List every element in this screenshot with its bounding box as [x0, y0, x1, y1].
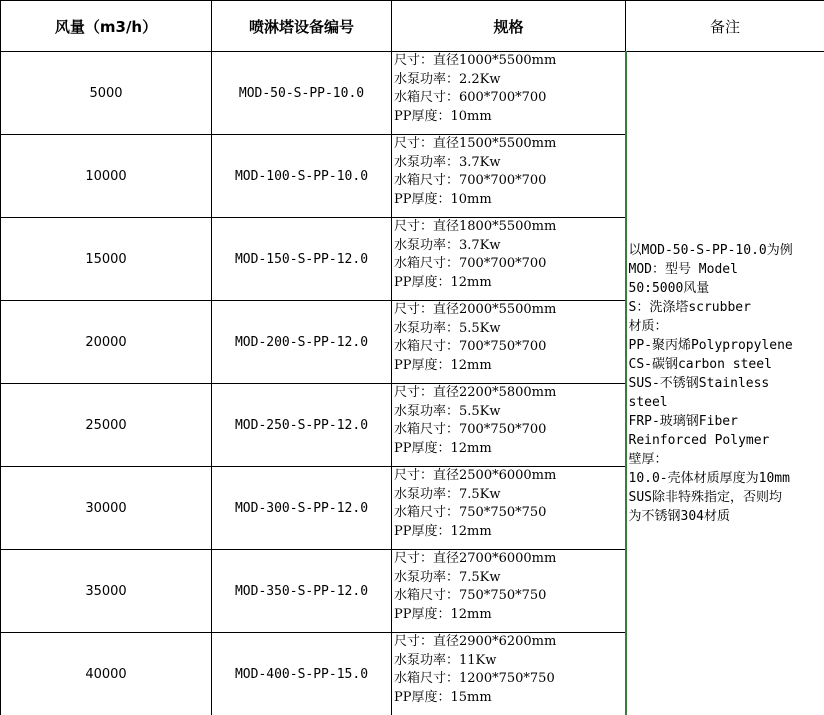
spec-line: 水箱尺寸：700*700*700 — [394, 173, 547, 189]
spec-line: 尺寸：直径2700*6000mm — [394, 551, 557, 566]
cell-airflow[interactable]: 10000 — [1, 135, 212, 218]
spec-line: 水泵功率：3.7Kw — [394, 154, 501, 170]
note-line: CS-碳钢carbon steel — [628, 357, 772, 372]
cell-note[interactable] — [626, 52, 824, 715]
note-line: 10.0-壳体材质厚度为10mm — [628, 471, 790, 486]
spec-line: 水泵功率：7.5Kw — [394, 569, 501, 585]
header-airflow[interactable]: 风量（m3/h） — [1, 1, 212, 52]
spec-line: 尺寸：直径1000*5500mm — [394, 53, 557, 68]
spec-line: 尺寸：直径2500*6000mm — [394, 468, 557, 483]
note-line: steel — [628, 395, 668, 410]
note-line: FRP-玻璃钢Fiber — [628, 414, 738, 429]
cell-airflow[interactable]: 15000 — [1, 218, 212, 301]
note-line: PP-聚丙烯Polypropylene — [628, 338, 793, 353]
cell-spec[interactable] — [392, 384, 626, 467]
header-row — [1, 1, 824, 52]
spec-line: 尺寸：直径1500*5500mm — [394, 136, 557, 151]
table-body — [1, 52, 824, 715]
note-line: SUS-不锈钢Stainless — [628, 376, 770, 391]
spec-line: 尺寸：直径2900*6200mm — [394, 634, 557, 649]
cell-spec[interactable] — [392, 467, 626, 550]
spec-line: 水箱尺寸：700*700*700 — [394, 256, 547, 272]
spec-line: 尺寸：直径1800*5500mm — [394, 219, 557, 234]
cell-model[interactable]: MOD-400-S-PP-15.0 — [212, 633, 392, 715]
note-line: 为不锈钢304材质 — [628, 509, 730, 524]
cell-airflow[interactable]: 5000 — [1, 52, 212, 135]
cell-model[interactable]: MOD-100-S-PP-10.0 — [212, 135, 392, 218]
cell-spec[interactable] — [392, 633, 626, 715]
spec-line: 水箱尺寸：600*700*700 — [394, 90, 547, 106]
spec-line: PP厚度：10mm — [394, 108, 492, 124]
cell-spec[interactable] — [392, 135, 626, 218]
spec-line: 水泵功率：3.7Kw — [394, 237, 501, 253]
note-line: SUS除非特殊指定，否则均 — [628, 490, 782, 505]
spec-line: 水箱尺寸：1200*750*750 — [394, 671, 555, 687]
cell-model[interactable]: MOD-350-S-PP-12.0 — [212, 550, 392, 633]
cell-model[interactable]: MOD-200-S-PP-12.0 — [212, 301, 392, 384]
cell-airflow[interactable]: 25000 — [1, 384, 212, 467]
note-line: 以MOD-50-S-PP-10.0为例 — [628, 243, 793, 258]
spec-line: 尺寸：直径2200*5800mm — [394, 385, 557, 400]
spec-line: PP厚度：12mm — [394, 357, 492, 373]
note-line: MOD：型号 Model — [628, 262, 738, 277]
note-line: 50:5000风量 — [628, 281, 710, 296]
spec-line: 尺寸：直径2000*5500mm — [394, 302, 557, 317]
cell-model[interactable]: MOD-50-S-PP-10.0 — [212, 52, 392, 135]
cell-airflow[interactable]: 30000 — [1, 467, 212, 550]
spec-line: 水泵功率：5.5Kw — [394, 403, 501, 419]
cell-model[interactable]: MOD-250-S-PP-12.0 — [212, 384, 392, 467]
cell-airflow[interactable]: 20000 — [1, 301, 212, 384]
spec-line: 水泵功率：7.5Kw — [394, 486, 501, 502]
table-row — [1, 52, 824, 135]
cell-airflow[interactable]: 40000 — [1, 633, 212, 715]
spec-line: 水泵功率：11Kw — [394, 652, 497, 668]
spec-line: 水泵功率：2.2Kw — [394, 71, 501, 87]
spec-line: 水箱尺寸：750*750*750 — [394, 588, 547, 604]
cell-spec[interactable] — [392, 550, 626, 633]
note-line: 材质： — [628, 319, 668, 334]
cell-airflow[interactable]: 35000 — [1, 550, 212, 633]
header-spec[interactable]: 规格 — [392, 1, 626, 52]
header-model[interactable]: 喷淋塔设备编号 — [212, 1, 392, 52]
cell-spec[interactable] — [392, 218, 626, 301]
spec-line: 水泵功率：5.5Kw — [394, 320, 501, 336]
spec-line: PP厚度：12mm — [394, 523, 492, 539]
spec-line: 水箱尺寸：750*750*750 — [394, 505, 547, 521]
spec-line: PP厚度：12mm — [394, 274, 492, 290]
spec-line: 水箱尺寸：700*750*700 — [394, 422, 547, 438]
cell-model[interactable]: MOD-150-S-PP-12.0 — [212, 218, 392, 301]
spec-line: 水箱尺寸：700*750*700 — [394, 339, 547, 355]
spec-line: PP厚度：12mm — [394, 606, 492, 622]
cell-spec[interactable] — [392, 301, 626, 384]
note-line: S：洗涤塔scrubber — [628, 300, 751, 315]
cell-spec[interactable] — [392, 52, 626, 135]
note-line: 壁厚： — [628, 452, 668, 467]
cell-model[interactable]: MOD-300-S-PP-12.0 — [212, 467, 392, 550]
header-note[interactable]: 备注 — [626, 1, 824, 52]
spec-line: PP厚度：15mm — [394, 689, 492, 705]
spec-line: PP厚度：12mm — [394, 440, 492, 456]
spec-line: PP厚度：10mm — [394, 191, 492, 207]
note-line: Reinforced Polymer — [628, 433, 770, 448]
